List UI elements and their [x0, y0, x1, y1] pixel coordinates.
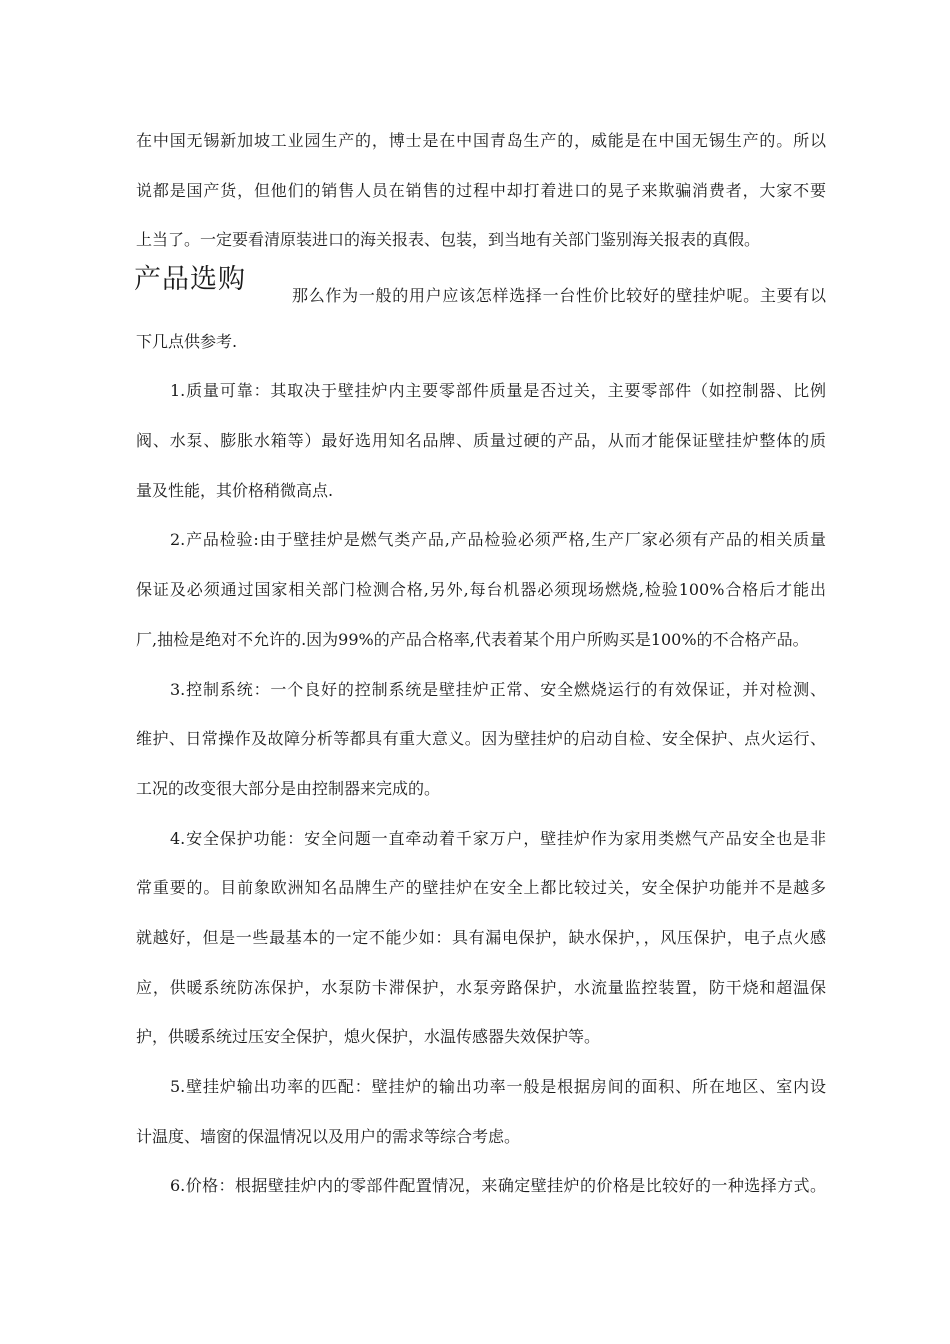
point-4-line-5: 护，供暖系统过压安全保护，熄火保护，水温传感器失效保护等。: [136, 1027, 601, 1046]
point-1-line-2: 阀、水泵、膨胀水箱等）最好选用知名品牌、质量过硬的产品，从而才能保证壁挂炉整体的质: [136, 431, 826, 450]
point-2-line-3: 厂,抽检是绝对不允许的.因为99%的产品合格率,代表着某个用户所购买是100%的不合格产品。: [136, 630, 809, 649]
point-4-line-4: 应，供暖系统防冻保护，水泵防卡滞保护，水泵旁路保护，水流量监控装置，防干烧和超温保: [136, 978, 826, 997]
point-5-line-2: 计温度、墙窗的保温情况以及用户的需求等综合考虑。: [136, 1127, 521, 1146]
point-4-line-2: 常重要的。目前象欧洲知名品牌生产的壁挂炉在安全上都比较过关，安全保护功能并不是越多: [136, 878, 826, 897]
point-3-line-3: 工况的改变很大部分是由控制器来完成的。: [136, 779, 441, 798]
point-4-line-1: 4.安全保护功能：安全问题一直牵动着千家万户，壁挂炉作为家用类燃气产品安全也是非: [170, 829, 826, 848]
intro-line-3: 上当了。一定要看清原装进口的海关报表、包装，到当地有关部门鉴别海关报表的真假。: [136, 230, 761, 249]
point-3-line-2: 维护、日常操作及故障分析等都具有重大意义。因为壁挂炉的启动自检、安全保护、点火运行、: [136, 729, 826, 748]
intro-line-1: 在中国无锡新加坡工业园生产的，博士是在中国青岛生产的，威能是在中国无锡生产的。所以: [136, 131, 826, 150]
point-1-line-3: 量及性能，其价格稍微高点.: [136, 481, 334, 500]
section-heading: 产品选购: [134, 264, 246, 295]
point-1-line-1: 1.质量可靠：其取决于壁挂炉内主要零部件质量是否过关，主要零部件（如控制器、比例: [170, 381, 826, 400]
intro-line-2: 说都是国产货，但他们的销售人员在销售的过程中却打着进口的晃子来欺骗消费者，大家不要: [136, 181, 826, 200]
point-3-line-1: 3.控制系统：一个良好的控制系统是壁挂炉正常、安全燃烧运行的有效保证，并对检测、: [170, 680, 826, 699]
point-4-line-3: 就越好，但是一些最基本的一定不能少如：具有漏电保护，缺水保护，，风压保护，电子点火感: [136, 928, 826, 947]
point-2-line-1: 2.产品检验:由于壁挂炉是燃气类产品,产品检验必须严格,生产厂家必须有产品的相关质量: [170, 530, 826, 549]
point-5-line-1: 5.壁挂炉输出功率的匹配：壁挂炉的输出功率一般是根据房间的面积、所在地区、室内设: [170, 1077, 826, 1096]
point-6-line-1: 6.价格：根据壁挂炉内的零部件配置情况，来确定壁挂炉的价格是比较好的一种选择方式。: [170, 1176, 826, 1195]
lead-line-2: 下几点供参考.: [136, 332, 238, 351]
point-2-line-2: 保证及必须通过国家相关部门检测合格,另外,每台机器必须现场燃烧,检验100%合格后才能出: [136, 580, 826, 599]
lead-line-1: 那么作为一般的用户应该怎样选择一台性价比较好的壁挂炉呢。主要有以: [292, 286, 826, 305]
